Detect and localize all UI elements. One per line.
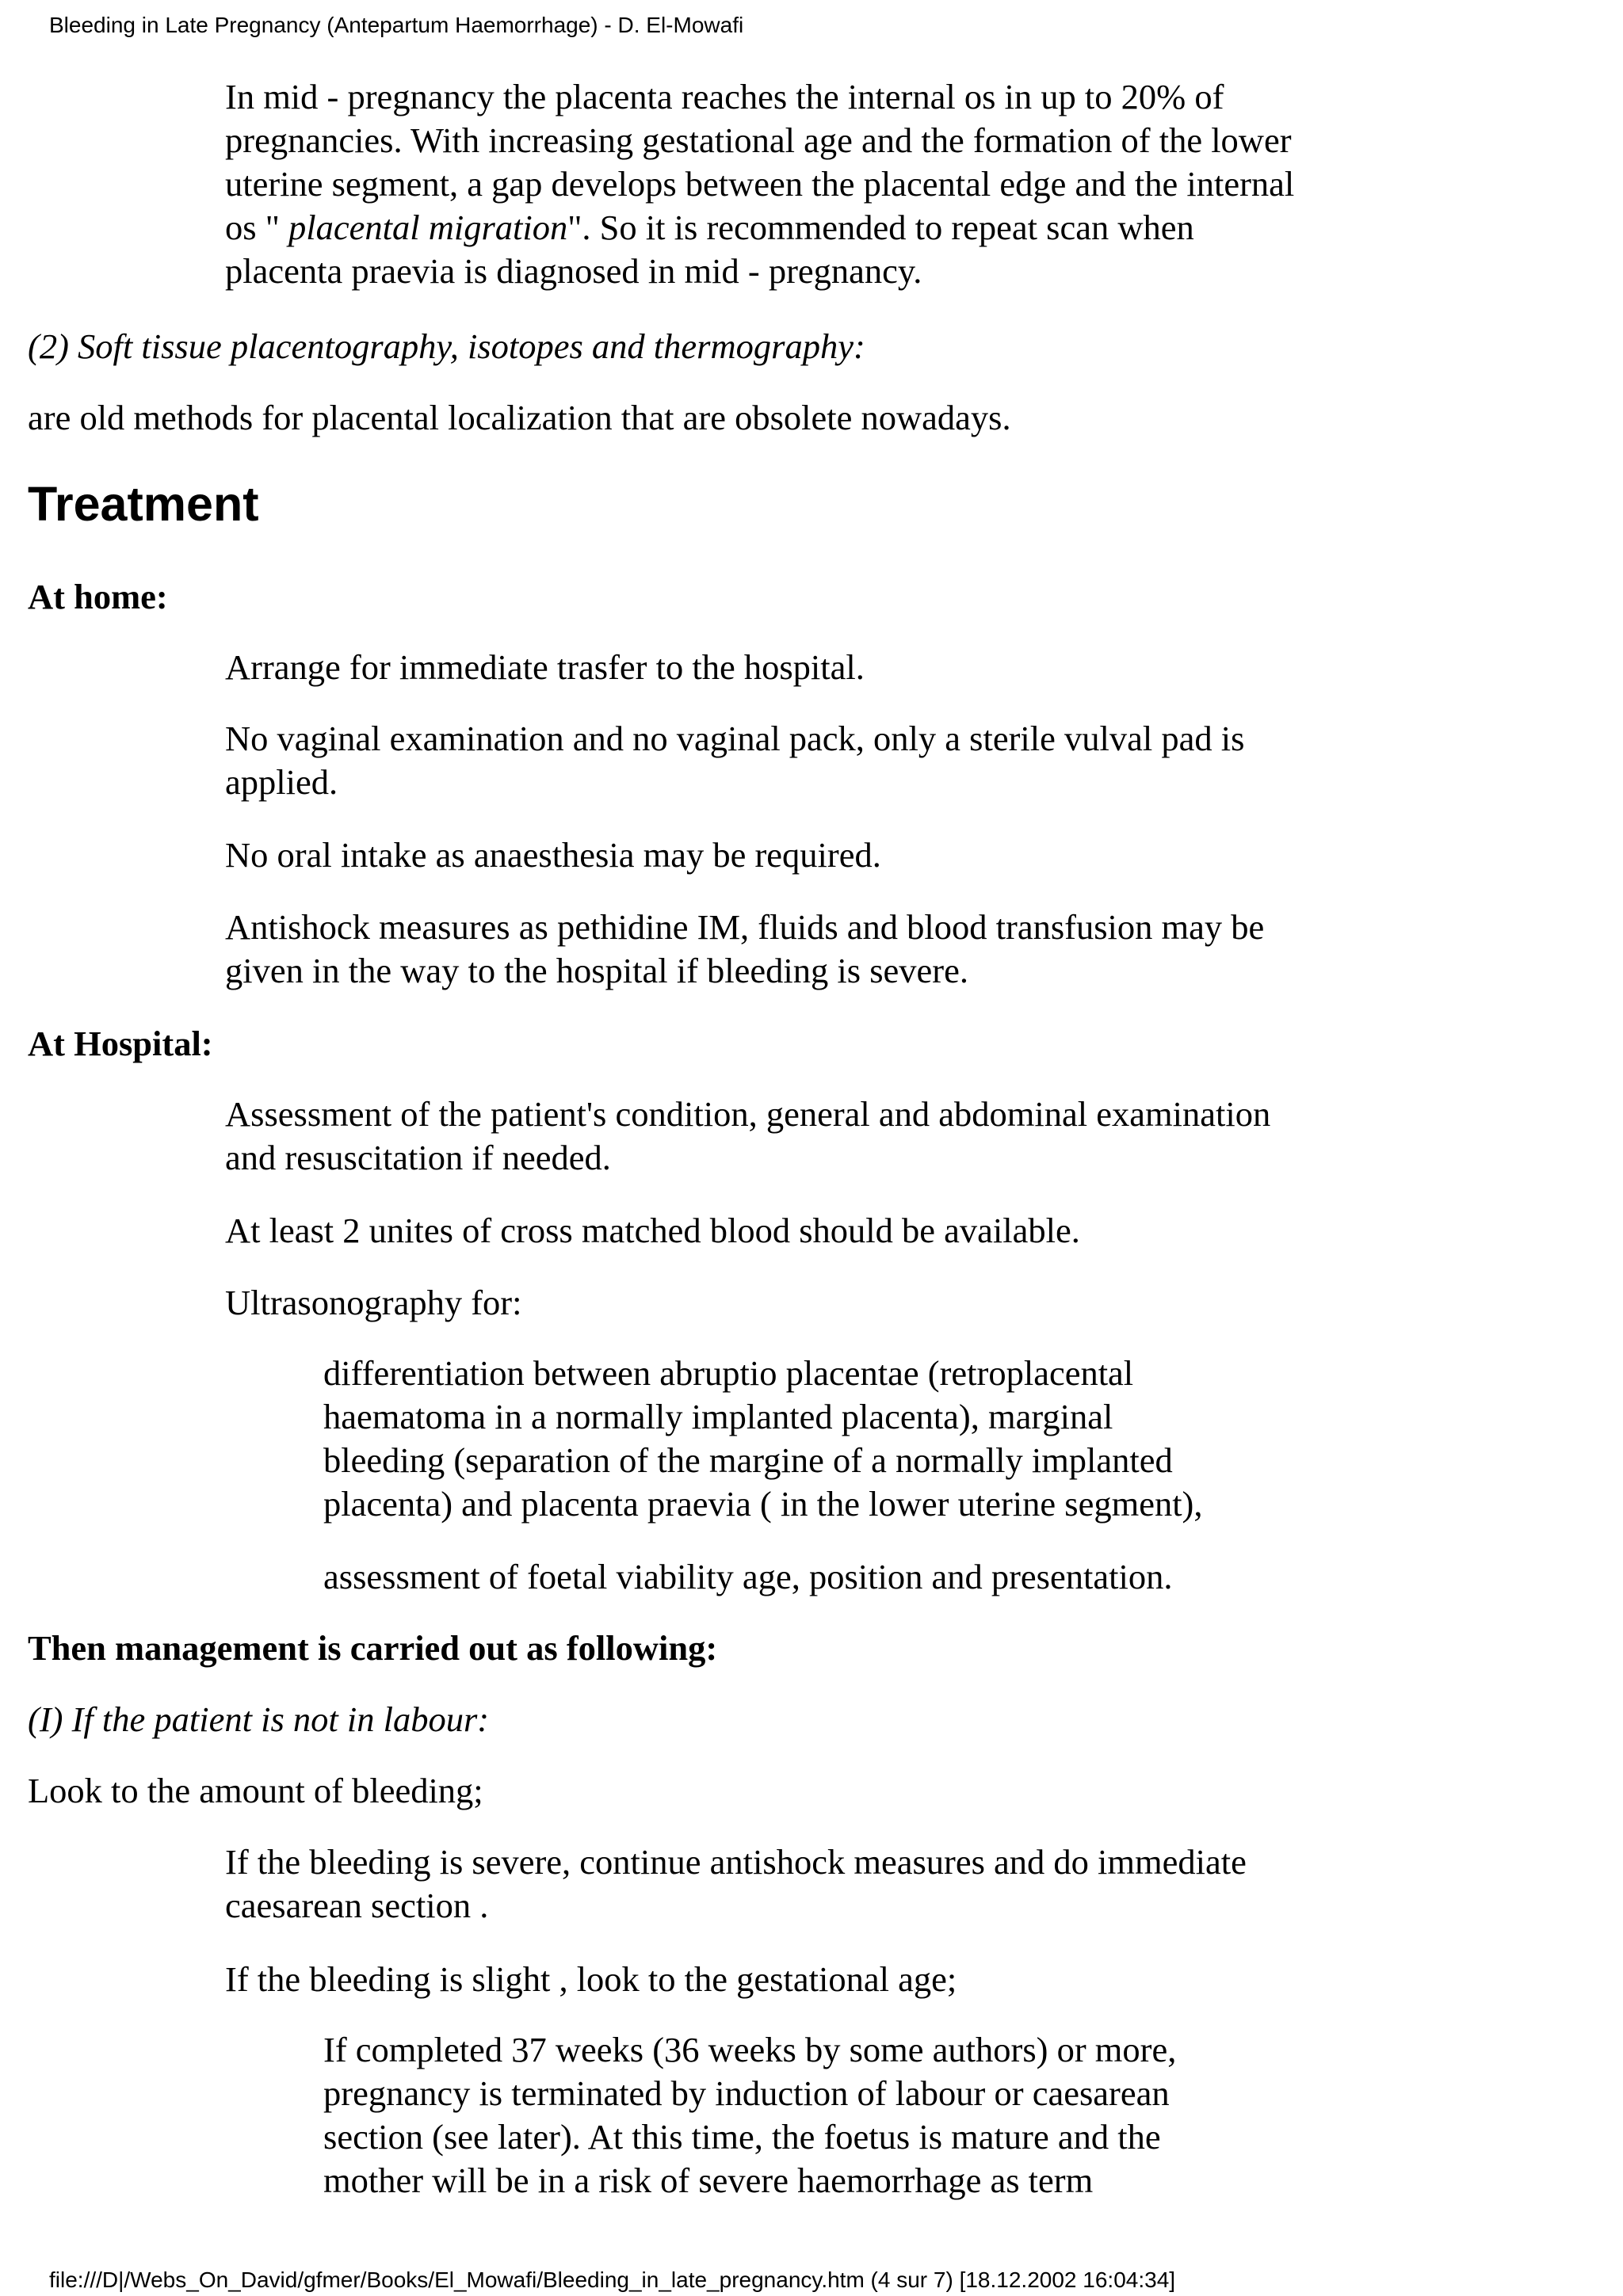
intro-text: ". So it is recommended to repeat scan when xyxy=(567,208,1194,247)
intro-text: os " xyxy=(225,208,288,247)
slight-bleeding-item: If the bleeding is slight , look to the gestational age; xyxy=(225,1959,957,1999)
at-home-item xyxy=(225,906,1414,993)
soft-tissue-heading: (2) Soft tissue placentography, isotopes and thermography: xyxy=(28,326,865,366)
ultrasonography-line: haematoma in a normally implanted placenta), marginal xyxy=(323,1397,1113,1436)
ultrasonography-subitem xyxy=(323,1352,1354,1526)
ultrasonography-line: bleeding (separation of the margine of a normally implanted xyxy=(323,1440,1173,1480)
at-home-item: Arrange for immediate trasfer to the hospital. xyxy=(225,647,865,687)
severe-bleeding-line: If the bleeding is severe, continue antishock measures and do immediate xyxy=(225,1842,1247,1882)
at-hospital-line: Assessment of the patient's condition, general and abdominal examination xyxy=(225,1094,1271,1134)
not-in-labour-heading: (I) If the patient is not in labour: xyxy=(28,1699,490,1739)
severe-bleeding-line: caesarean section . xyxy=(225,1886,489,1925)
intro-line xyxy=(225,206,1414,250)
completed-weeks-item xyxy=(323,2028,1354,2203)
page-footer-path: file:///D|/Webs_On_David/gfmer/Books/El_Mowafi/Bleeding_in_late_pregnancy.htm (4 sur 7) [18.12.2002 16:04:34] xyxy=(49,2267,1176,2292)
at-home-line: applied. xyxy=(225,762,338,802)
completed-weeks-line: pregnancy is terminated by induction of labour or caesarean xyxy=(323,2073,1170,2113)
management-heading: Then management is carried out as following: xyxy=(28,1628,718,1668)
intro-line: placenta praevia is diagnosed in mid - pregnancy. xyxy=(225,251,922,291)
at-home-line: Antishock measures as pethidine IM, fluids and blood transfusion may be xyxy=(225,907,1265,947)
at-hospital-item: Ultrasonography for: xyxy=(225,1283,522,1322)
ultrasonography-subitem: assessment of foetal viability age, position and presentation. xyxy=(323,1557,1173,1596)
at-home-line: No vaginal examination and no vaginal pack, only a sterile vulval pad is xyxy=(225,719,1245,758)
treatment-heading: Treatment xyxy=(28,477,259,531)
page-header-title: Bleeding in Late Pregnancy (Antepartum Haemorrhage) - D. El-Mowafi xyxy=(49,13,744,37)
at-hospital-label: At Hospital: xyxy=(28,1024,213,1063)
ultrasonography-line: placenta) and placenta praevia ( in the lower uterine segment), xyxy=(323,1484,1203,1524)
severe-bleeding-item xyxy=(225,1840,1414,1928)
completed-weeks-line: If completed 37 weeks (36 weeks by some authors) or more, xyxy=(323,2030,1177,2069)
completed-weeks-line: section (see later). At this time, the foetus is mature and the xyxy=(323,2117,1161,2157)
look-amount-text: Look to the amount of bleeding; xyxy=(28,1771,483,1810)
intro-line: In mid - pregnancy the placenta reaches the internal os in up to 20% of xyxy=(225,77,1224,116)
completed-weeks-line: mother will be in a risk of severe haemorrhage as term xyxy=(323,2161,1094,2200)
soft-tissue-text: are old methods for placental localization that are obsolete nowadays. xyxy=(28,398,1011,437)
intro-line: pregnancies. With increasing gestational age and the formation of the lower xyxy=(225,120,1292,160)
ultrasonography-line: differentiation between abruptio placentae (retroplacental xyxy=(323,1353,1134,1393)
intro-paragraph xyxy=(225,75,1414,293)
at-home-item xyxy=(225,717,1414,804)
at-home-item: No oral intake as anaesthesia may be required. xyxy=(225,835,881,875)
at-home-label: At home: xyxy=(28,577,168,616)
intro-line: uterine segment, a gap develops between the placental edge and the internal xyxy=(225,164,1295,204)
at-hospital-item xyxy=(225,1093,1414,1180)
placental-migration-term: placental migration xyxy=(288,208,568,247)
at-home-line: given in the way to the hospital if bleeding is severe. xyxy=(225,951,968,990)
at-hospital-line: and resuscitation if needed. xyxy=(225,1138,611,1177)
at-hospital-item: At least 2 unites of cross matched blood should be available. xyxy=(225,1211,1080,1250)
